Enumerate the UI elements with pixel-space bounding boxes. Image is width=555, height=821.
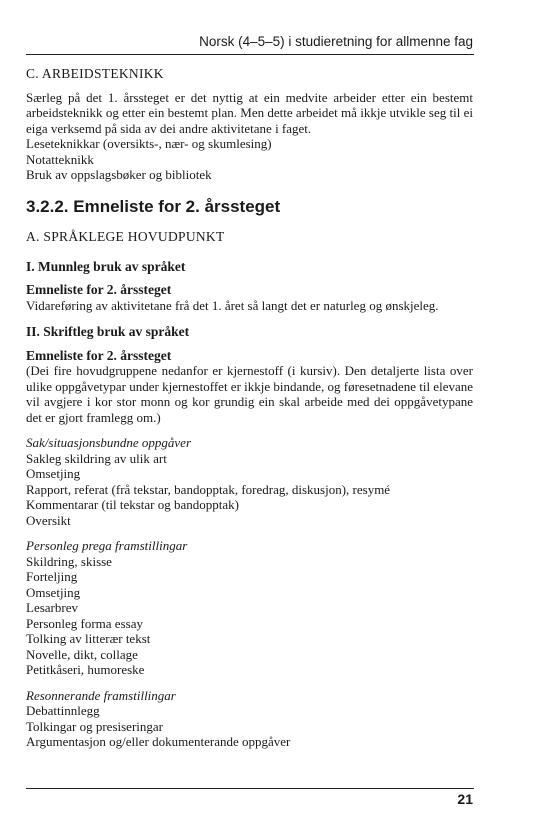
list-item: Sakleg skildring av ulik art [26,450,167,466]
list-item: Tolkingar og presiseringar [26,718,163,734]
list-item: Novelle, dikt, collage [26,646,138,662]
list-item: Kommentarar (til tekstar og bandopptak) [26,497,239,512]
section-i-heading: I. Munnleg bruk av språket [26,258,186,274]
section-322-heading: 3.2.2. Emneliste for 2. årssteget [26,196,281,216]
list-item: Notatteknikk [26,151,94,167]
header-rule [26,54,474,55]
section-ii-subheading: Emneliste for 2. årssteget [26,347,172,363]
list-item: Bruk av oppslagsbøker og bibliotek [26,167,212,182]
section-c-list [26,136,473,183]
list-item: Lesarbrev [26,600,78,615]
section-i-text: Vidareføring av aktivitetane frå det 1. året så langt det er naturleg og ønskjeleg. [26,297,439,313]
list-item: Personleg forma essay [26,615,143,631]
group-title: Personleg prega framstillingar [26,538,188,553]
group-title: Sak/situasjonsbundne oppgåver [26,435,192,450]
section-a-heading: A. SPRÅKLEGE HOVUDPUNKT [26,229,225,244]
list-item: Oversikt [26,512,71,528]
section-c-heading: C. ARBEIDSTEKNIKK [26,66,164,81]
section-ii-heading: II. Skriftleg bruk av språket [26,324,190,339]
list-item: Argumentasjon og/eller dokumenterande oppgåver [26,734,291,749]
running-header: Norsk (4–5–5) i studieretning for allmenne fag [199,34,473,49]
list-item: Leseteknikkar (oversikts-, nær- og skumlesing) [26,136,272,151]
list-item: Petitkåseri, humoreske [26,662,145,677]
list-item: Skildring, skisse [26,553,112,569]
footer-rule [26,788,474,789]
page-content [26,66,473,750]
list-item: Debattinnlegg [26,703,100,718]
section-i-subheading: Emneliste for 2. årssteget [26,282,172,297]
group-list [26,554,473,678]
list-item: Forteljing [26,569,78,584]
list-item: Omsetjing [26,466,81,481]
list-item: Rapport, referat (frå tekstar, bandopptak, foredrag, diskusjon), resymé [26,481,391,497]
group-list [26,451,473,529]
group-list [26,703,473,750]
list-item: Tolking av litterær tekst [26,631,151,646]
list-item: Omsetjing [26,584,81,600]
section-ii-paragraph: (Dei fire hovudgruppene nedanfor er kjernestoff (i kursiv). Den detaljerte lista over ulike oppgåvetypar under kjernestoffet er ikkje bindande, og føresetnadene til elevane vil avgjere i kor stor monn og kor grundig ein skal arbeide med dei oppgåvetypane det er gjort framlegg om.) [26,363,474,425]
section-c-paragraph: Særleg på det 1. årssteget er det nyttig at ein medvite arbeider etter ein bestemt arbeidsteknikk og etter ein bestemt plan. Men dette arbeidet må ikkje utvikle seg til ei eiga verksemd på sida av dei andre aktivitetane i faget. [26,89,473,136]
page-number: 21 [457,791,473,807]
group-title: Resonnerande framstillingar [26,687,176,703]
